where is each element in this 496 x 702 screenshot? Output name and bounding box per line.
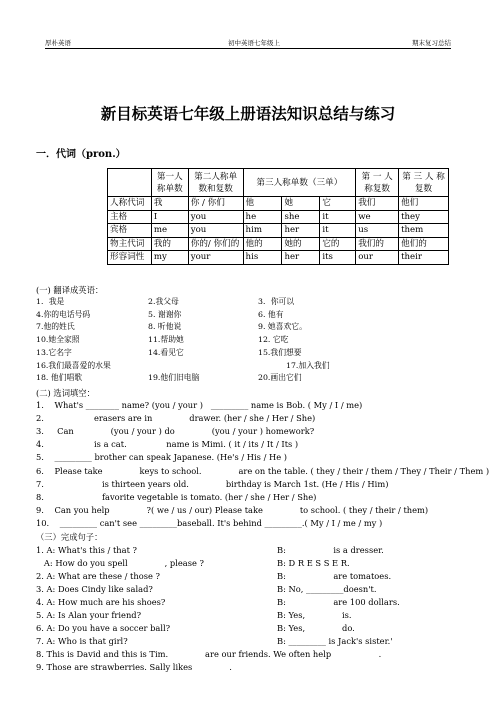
table-cell: 形容词性 [108,251,152,265]
ex3-question: 6. A: Do you have a soccer ball? [36,623,171,633]
table-cell: my [151,251,188,265]
ex1-item: 18. 他们唱歌 [36,373,83,383]
table-row [108,251,449,265]
ex1-item: 16.我们最喜爱的水果 [36,360,111,370]
ex1-item: 15.我们想要 [258,347,302,357]
ex3-question: 3. A: Does Cindy like salad? [36,584,153,594]
table-cell: 它 [320,197,356,211]
table-cell: us [356,224,399,238]
table-cell: 物主代词 [108,237,152,251]
ex3-answer: B: are 100 dollars. [277,597,400,607]
ex2-item: 10. _________ can't see _________baseball. It's behind _________.( My / I / me / my ) [36,517,383,528]
ex2-item: 6. Please take keys to school. are on the table. ( they / their / them / They / Their / Them ) [36,465,490,476]
ex1-item: 7.他的姓氏 [36,322,75,332]
ex3-answer: B: Yes, is. [277,610,352,620]
table-cell: you [188,210,243,224]
ex3-question: 7. A: Who is that girl? [36,636,128,646]
ex3-answer: B: are tomatoes. [277,571,392,581]
ex1-heading: (一) 翻译成英语： [36,285,104,295]
table-cell: its [320,251,356,265]
table-cell: it [320,210,356,224]
ex1-item: 20.画出它们 [258,373,302,383]
ex2-item: 3. Can (you / your ) do (you / your ) homework? [36,426,315,437]
ex1-item: 2.我父母 [148,297,179,306]
table-cell: 我们 [356,197,399,211]
ex3-item: 8. This is David and this is Tim. are our friends. We often help . [36,649,382,659]
table-cell: 她的 [282,237,320,251]
table-cell: 他们 [399,197,449,211]
table-header-cell: 第一人称单数 [151,169,188,197]
table-cell: 你 / 你们 [188,197,243,211]
ex1-item: 17.加入我们 [286,360,330,370]
table-cell: we [356,210,399,224]
table-cell: her [282,251,320,265]
ex3-answer: B: Yes, do. [277,623,355,633]
table-header-cell: 第二人称单数和复数 [188,169,243,197]
ex2-heading: (二) 选词填空： [36,388,95,398]
page-title: 新目标英语七年级上册语法知识总结与练习 [100,104,396,123]
section-pronouns-heading: 一．代词（pron.） [36,149,126,160]
ex1-item: 6. 他有 [258,309,284,319]
ex2-item: 9. Can you help ?( we / us / our) Please take to school. ( they / their / them) [36,504,429,515]
ex1-item: 10.她全家照 [36,335,80,345]
table-cell: 你的/ 你们的 [188,237,243,251]
table-cell: our [356,251,399,265]
ex3-answer: B: D R E S S E R. [277,558,350,568]
ex3-question: 2. A: What are these / those ? [36,571,160,581]
ex1-item: 9. 她喜欢它。 [258,322,307,332]
table-header-cell: 第 三 人 称复数 [399,169,449,197]
ex2-item: 5. _________ brother can speak Japanese. (He's / His / He ) [36,452,288,463]
table-cell: she [282,210,320,224]
table-cell: he [243,210,282,224]
table-header-cell: 第三人称单数（三单） [243,169,356,197]
table-header-cell: 第 一 人称复数 [356,169,399,197]
ex3-answer: B: is a dresser. [277,545,384,555]
table-row [108,197,449,211]
ex2-item: 7. is thirteen years old. birthday is March 1st. (He / His / Him) [36,478,389,489]
table-cell: his [243,251,282,265]
ex1-item: 13.它名字 [36,347,72,357]
ex1-item: 3．你可以 [258,297,295,306]
ex3-answer: B: No, _________doesn't. [277,584,377,594]
table-cell: 我们的 [356,237,399,251]
ex3-question: 4. A: How much are his shoes? [36,597,166,607]
pronoun-table [107,168,449,265]
table-cell: 她 [282,197,320,211]
table-cell: 它的 [320,237,356,251]
header-rule [45,48,451,49]
ex2-item: 8. favorite vegetable is tomato. (her / she / Her / She) [36,491,317,502]
table-cell: 人称代词 [108,197,152,211]
table-cell: 主格 [108,210,152,224]
ex1-item: 12. 它吃 [258,335,289,345]
ex3-question: 5. A: Is Alan your friend? [36,610,142,620]
header-right: 期末复习总结 [412,39,451,47]
ex1-item: 19.他们旧电脑 [148,373,200,383]
table-row [108,237,449,251]
ex3-question: 1. A: What's this / that ? [36,545,138,555]
ex1-item: 14.看见它 [148,347,184,357]
ex3-heading: （三）完成句子： [36,532,103,542]
table-cell: her [282,224,320,238]
ex2-item: 1. What's ________ name? (you / your ) _________ name is Bob. ( My / I / me) [36,400,363,410]
ex2-item: 2. erasers are in drawer. (her / she / Her / She) [36,413,316,424]
ex1-item: 1．我是 [36,297,65,306]
ex1-item: 5. 谢谢你 [148,309,182,319]
ex1-item: 4.你的电话号码 [36,309,91,319]
table-cell: they [399,210,449,224]
ex1-item: 8. 听他说 [148,322,182,332]
table-header-row [108,169,449,197]
table-cell: I [151,210,188,224]
table-cell: me [151,224,188,238]
ex3-answer: B: _________ is Jack's sister.' [277,636,393,646]
table-cell: them [399,224,449,238]
table-row [108,210,449,224]
table-cell: your [188,251,243,265]
header-center: 初中英语七年级上 [228,39,280,47]
table-cell: him [243,224,282,238]
ex1-item: 11.帮助她 [148,335,184,345]
table-cell: their [399,251,449,265]
table-cell: 他们的 [399,237,449,251]
ex3-question: A: How do you spell , please ? [36,558,204,568]
table-cell: 宾格 [108,224,152,238]
ex3-item: 9. Those are strawberries. Sally likes . [36,662,232,672]
table-cell: 他的 [243,237,282,251]
header-left: 厚朴英语 [45,39,71,47]
table-cell: you [188,224,243,238]
table-cell: 他 [243,197,282,211]
ex2-item: 4. is a cat. name is Mimi. ( it / its / It / Its ) [36,439,299,450]
table-cell: 我的 [151,237,188,251]
table-header-cell [108,169,152,197]
table-cell: 我 [151,197,188,211]
table-row [108,224,449,238]
table-cell: it [320,224,356,238]
